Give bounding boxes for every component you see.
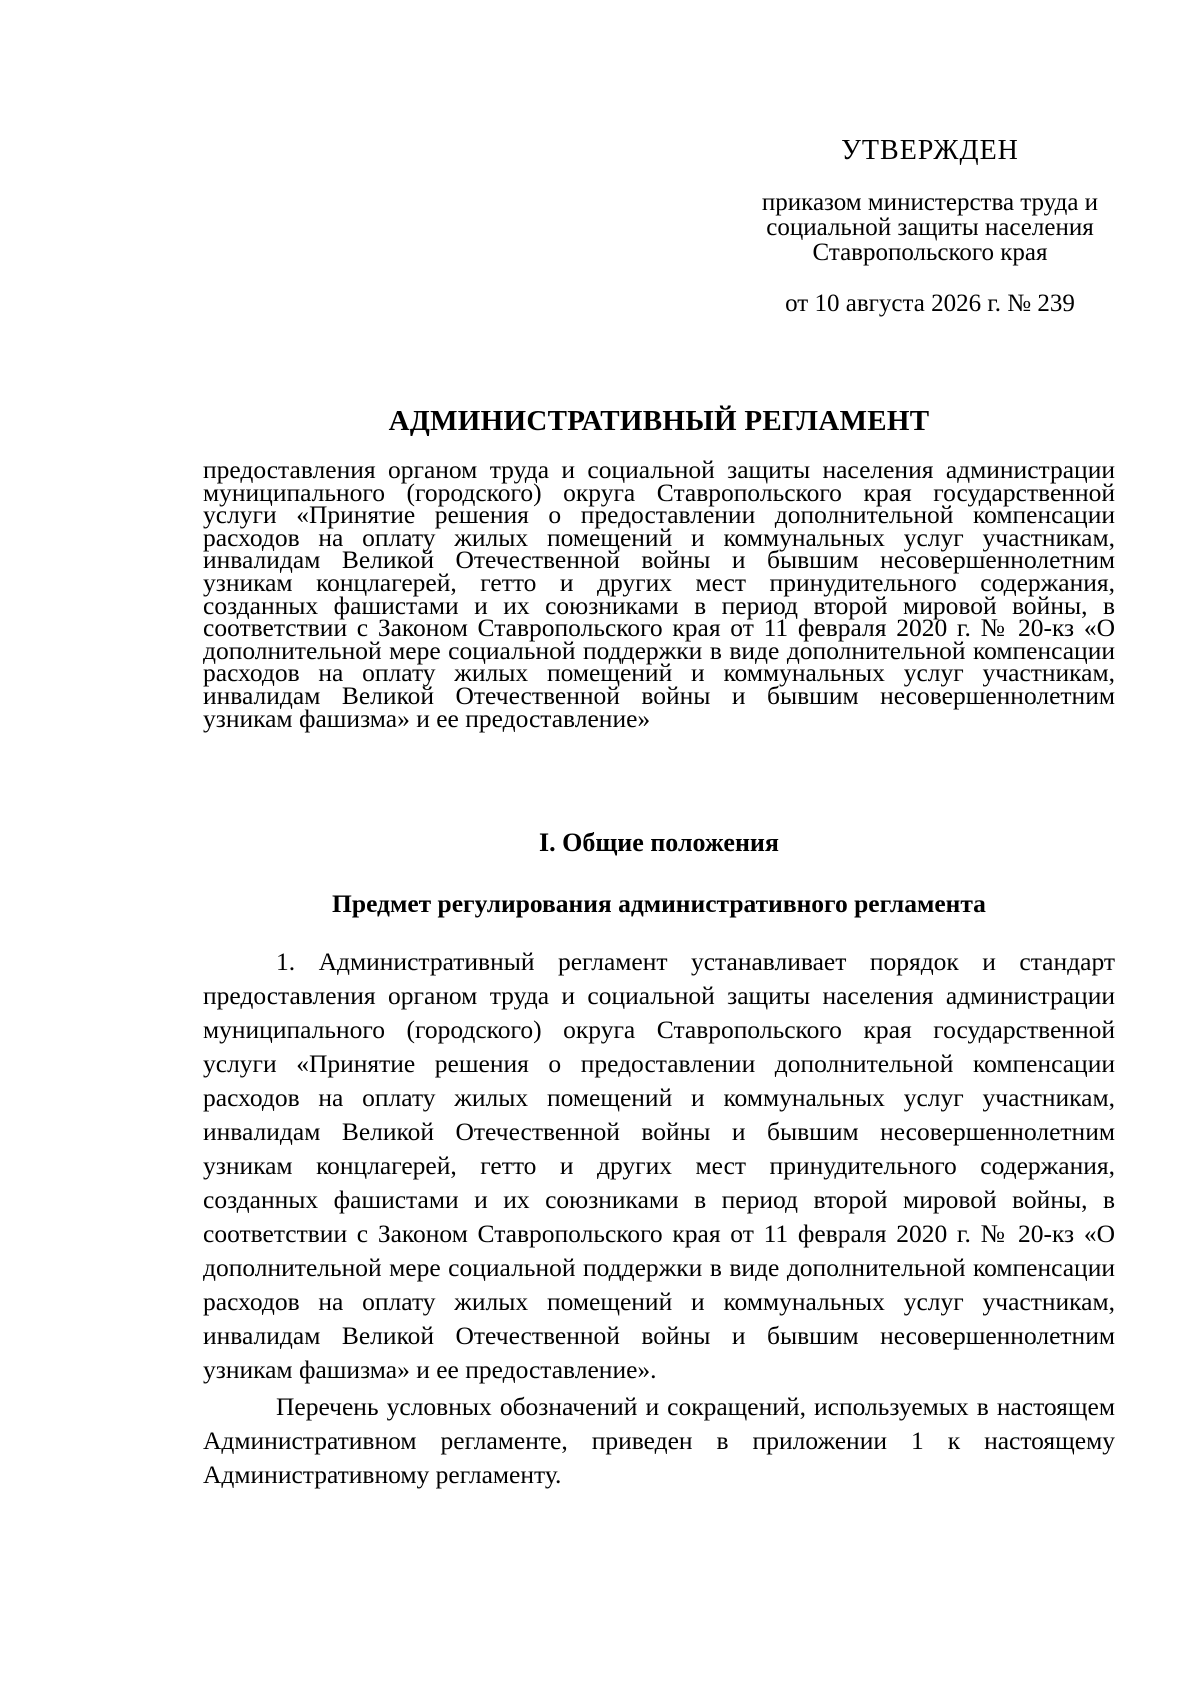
approval-order-line: социальной защиты населения <box>766 214 1094 241</box>
body-paragraph: 1. Административный регламент устанавливает порядок и стандарт предоставления органом труда и социальной защиты населения администрации муниципального (городского) округа Ставропольского края государственной услуги «Принятие решения о предоставлении дополнительной компенсации расходов на оплату жилых помещений и коммунальных услуг участникам, инвалидам Великой Отечественной войны и бывшим несовершеннолетним узникам концлагерей, гетто и других мест принудительного содержания, созданных фашистами и их союзниками в период второй мировой войны, в соответствии с Законом Ставропольского края от 11 февраля 2020 г. № 20-кз «О дополнительной мере социальной поддержки в виде дополнительной компенсации расходов на оплату жилых помещений и коммунальных услуг участникам, инвалидам Великой Отечественной войны и бывшим несовершеннолетним узникам фашизма» и ее предоставление». <box>203 947 1115 1384</box>
section-heading: I. Общие положения <box>539 828 779 857</box>
document-title: АДМИНИСТРАТИВНЫЙ РЕГЛАМЕНТ <box>388 405 930 437</box>
approval-stamp-word: УТВЕРЖДЕН <box>841 135 1019 166</box>
approval-order-line: Ставропольского края <box>812 239 1048 266</box>
subsection-heading: Предмет регулирования административного регламента <box>332 889 986 918</box>
body-text <box>203 945 1115 1492</box>
approval-order-date: от 10 августа 2026 г. № 239 <box>785 290 1075 317</box>
document-subtitle: предоставления органом труда и социальной защиты населения администрации муниципального (городского) округа Ставропольского края государственной услуги «Принятие решения о предоставлении дополнительной компенсации расходов на оплату жилых помещений и коммунальных услуг участникам, инвалидам Великой Отечественной войны и бывшим несовершеннолетним узникам концлагерей, гетто и других мест принудительного содержания, созданных фашистами и их союзниками в период второй мировой войны, в соответствии с Законом Ставропольского края от 11 февраля 2020 г. № 20-кз «О дополнительной мере социальной поддержки в виде дополнительной компенсации расходов на оплату жилых помещений и коммунальных услуг участникам, инвалидам Великой Отечественной войны и бывшим несовершеннолетним узникам фашизма» и ее предоставление» <box>203 455 1115 733</box>
approval-block <box>735 134 1125 319</box>
body-paragraph: Перечень условных обозначений и сокращений, используемых в настоящем Административном регламенте, приведен в приложении 1 к настоящему Административному регламенту. <box>203 1392 1115 1489</box>
approval-order-line: приказом министерства труда и <box>761 189 1099 216</box>
